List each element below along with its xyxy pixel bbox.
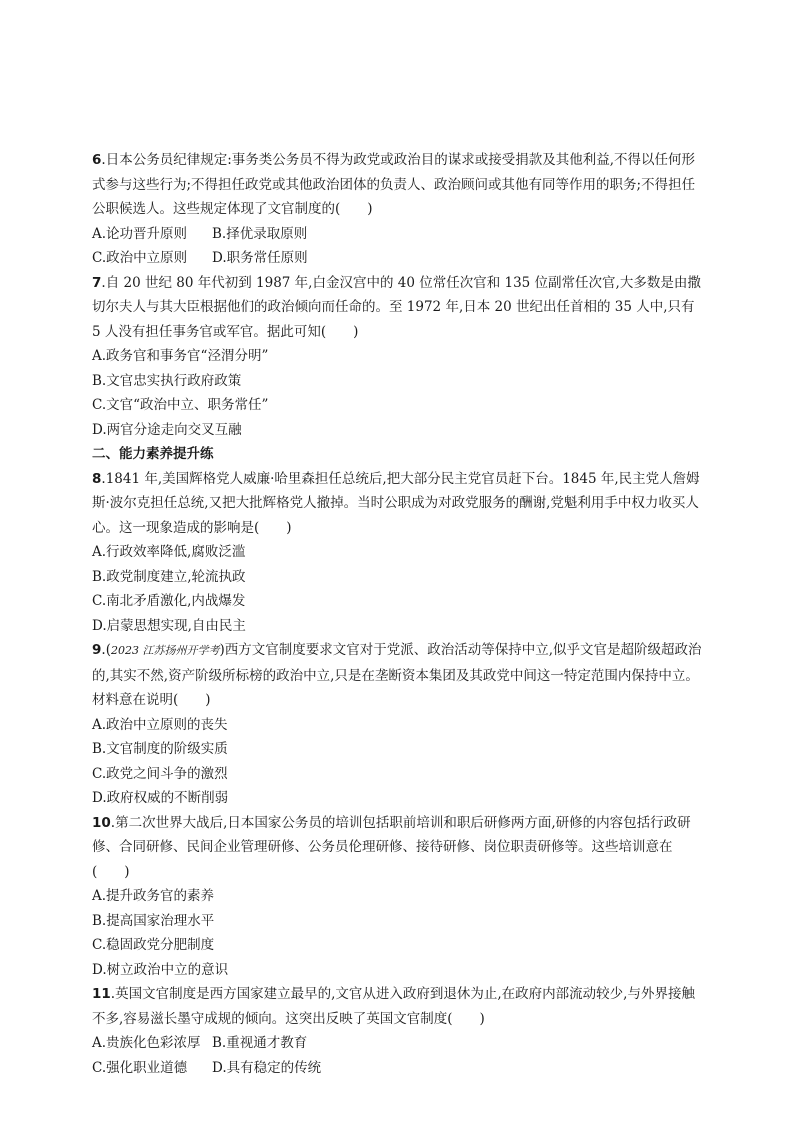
option-a[interactable]: A.政治中立原则的丧失	[92, 716, 228, 733]
option-b[interactable]: B.文官忠实执行政府政策	[92, 372, 242, 389]
option-c[interactable]: C.文官“政治中立、职务常任”	[92, 397, 269, 413]
option-d[interactable]: D.具有稳定的传统	[212, 1059, 322, 1076]
question-number: 11	[92, 986, 111, 1002]
option-c[interactable]: C.稳固政党分肥制度	[92, 937, 215, 953]
question-number: 6	[92, 152, 102, 168]
option-b[interactable]: B.政党制度建立,轮流执政	[92, 568, 246, 585]
option-d[interactable]: D.启蒙思想实现,自由民主	[92, 617, 246, 634]
option-b[interactable]: B.择优录取原则	[212, 225, 308, 242]
option-b[interactable]: B.重视通才教育	[212, 1035, 308, 1051]
question-source: 2023 江苏扬州开学考	[110, 644, 220, 657]
question-stem: .英国文官制度是西方国家建立最早的,文官从进入政府到退休为止,在政府内部流动较少,与外界接触不多,容易滋长墨守成规的倾向。这突出反映了英国文官制度( )	[92, 986, 695, 1027]
exam-page	[92, 148, 702, 1080]
question-stem: )西方文官制度要求文官对于党派、政治活动等保持中立,似乎文官是超阶级超政治的,其实不然,资产阶级所标榜的政治中立,只是在垄断资本集团及其政党中间这一特定范围内保持中立。材料意在说明( )	[92, 642, 702, 708]
option-c[interactable]: C.强化职业道德	[92, 1059, 188, 1076]
option-a[interactable]: A.贵族化色彩浓厚	[92, 1035, 201, 1051]
question-10	[92, 811, 702, 983]
question-number: 10	[92, 814, 111, 831]
option-a[interactable]: A.政务官和事务官“泾渭分明”	[92, 348, 269, 364]
question-7	[92, 271, 702, 443]
option-b[interactable]: B.文官制度的阶级实质	[92, 741, 228, 757]
option-c[interactable]: C.政治中立原则	[92, 250, 188, 266]
option-d[interactable]: D.职务常任原则	[212, 250, 308, 266]
question-8	[92, 467, 702, 639]
section-heading: 二、能力素养提升练	[92, 446, 214, 462]
question-stem: .自 20 世纪 80 年代初到 1987 年,白金汉宫中的 40 位常任次官和 135 位副常任次官,大多数是由撒切尔夫人与其大臣根据他们的政治倾向而任命的。至 1972 年,日本 20 世纪出任首相的 35 人中,只有 5 人没有担任事务官或军官。据此可知( )	[92, 274, 701, 340]
option-c[interactable]: C.政党之间斗争的激烈	[92, 765, 228, 782]
question-stem: .第二次世界大战后,日本国家公务员的培训包括职前培训和职后研修两方面,研修的内容包括行政研修、合同研修、民间企业管理研修、公务员伦理研修、接待研修、岗位职责研修等。这些培训意在( )	[92, 814, 691, 880]
option-c[interactable]: C.南北矛盾激化,内战爆发	[92, 593, 246, 609]
option-a[interactable]: A.论功晋升原则	[92, 225, 188, 242]
question-number: 9	[92, 642, 102, 658]
question-number: 7	[92, 274, 102, 291]
question-6	[92, 148, 702, 271]
option-d[interactable]: D.两官分途走向交叉互融	[92, 421, 242, 438]
question-9: 9.(2023 江苏扬州开学考)西方文官制度要求文官对于党派、政治活动等保持中立,似乎文官是超阶级超政治的,其实不然,资产阶级所标榜的政治中立,只是在垄断资本集团及其政党中间这一特定范围内保持中立。材料意在说明( ) A.政治中立原则的丧失 B.文官制度的阶级实质 C.政党之间斗争的激烈 D.政府权威的不断削弱	[92, 638, 702, 811]
option-b[interactable]: B.提高国家治理水平	[92, 912, 215, 929]
option-d[interactable]: D.政府权威的不断削弱	[92, 790, 229, 806]
option-a[interactable]: A.行政效率降低,腐败泛滥	[92, 544, 246, 560]
question-number: 8	[92, 470, 102, 487]
question-stem: .1841 年,美国辉格党人威廉·哈里森担任总统后,把大部分民主党官员赶下台。1845 年,民主党人詹姆斯·波尔克担任总统,又把大批辉格党人撤掉。当时公职成为对政党服务的酬谢,党魁利用手中权力收买人心。这一现象造成的影响是( )	[92, 470, 700, 536]
option-d[interactable]: D.树立政治中立的意识	[92, 961, 229, 978]
option-a[interactable]: A.提升政务官的素养	[92, 888, 215, 904]
question-11	[92, 982, 702, 1080]
question-stem: .日本公务员纪律规定:事务类公务员不得为政党或政治目的谋求或接受捐款及其他利益,不得以任何形式参与这些行为;不得担任政党或其他政治团体的负责人、政治顾问或其他有同等作用的职务;不得担任公职候选人。这些规定体现了文官制度的( )	[92, 152, 696, 217]
